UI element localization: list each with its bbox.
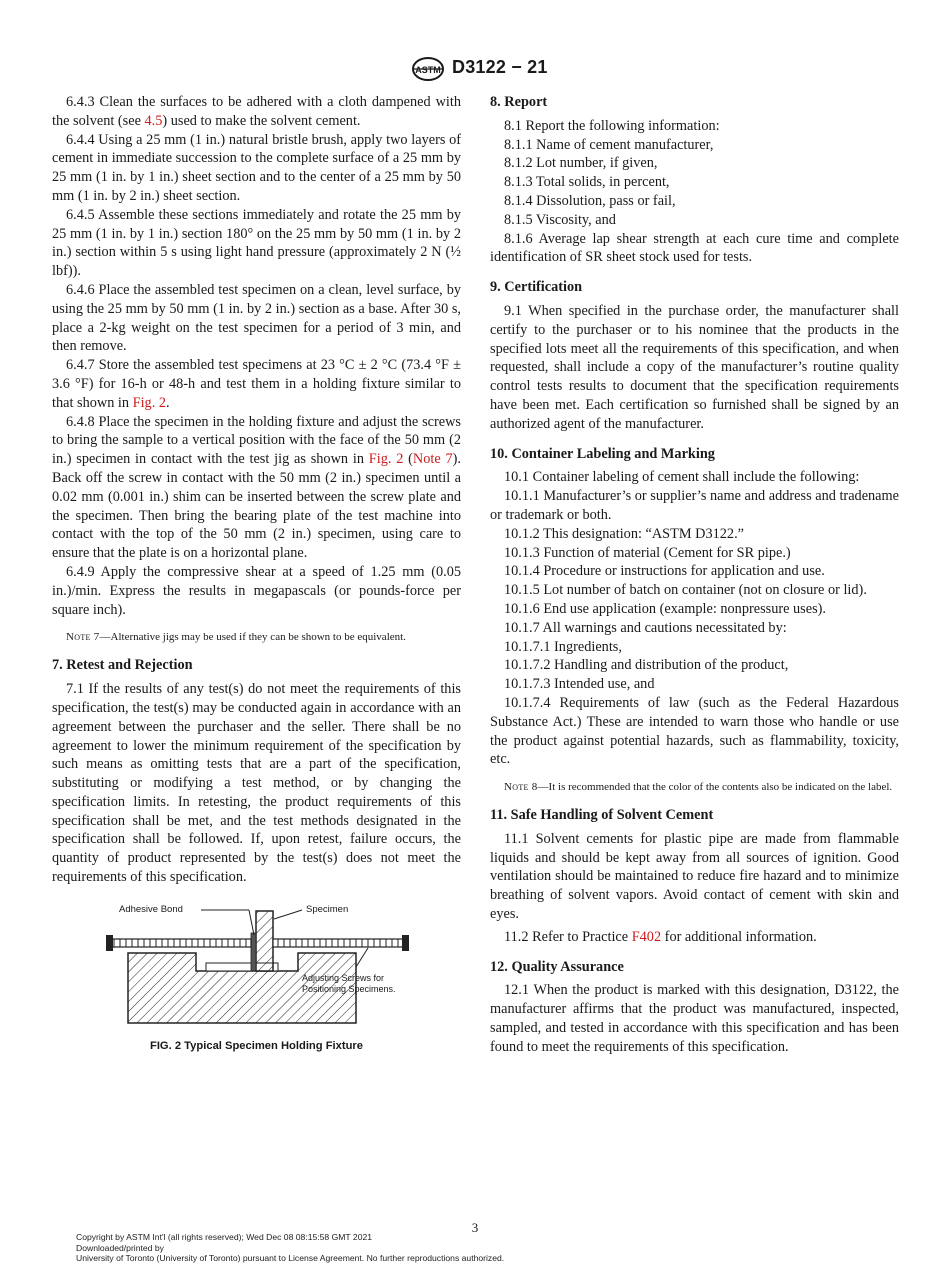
holding-fixture-diagram [106,905,416,1030]
astm-logo-text: ASTM [415,65,441,75]
paragraph-6-4-7: 6.4.7 Store the assembled test specimens at 23 °C ± 2 °C (73.4 °F ± 3.6 °F) for 16-h or 48-h and test them in a holding fixture similar to that shown in Fig. 2. [52,357,461,411]
paragraph-8-1-6: 8.1.6 Average lap shear strength at each cure time and complete identification of SR sheet stock used for tests. [490,230,899,266]
paragraph-10-1-1: 10.1.1 Manufacturer’s or supplier’s name and address and tradename or trademark or both. [490,488,899,523]
paragraph-9-1: 9.1 When specified in the purchase order, the manufacturer shall certify to the purchaser or to his nominee that the products in the specified lots meet all the requirements of this specification, and when requested, shall include a copy of the manufacturer’s routine quality control tests results to document that the specification requirements have been met. Each certification so furnished shall be signed by an authorized agent of the manufacturer. [490,302,899,432]
label-specimen: Specimen [306,904,349,915]
paragraph-10-1-6: 10.1.6 End use application (example: nonpressure uses). [504,600,826,617]
footer-line-3: University of Toronto (University of Toronto) pursuant to License Agreement. No further reproductions authorized. [76,1253,505,1263]
section-11-title: 11. Safe Handling of Solvent Cement [490,807,714,824]
paragraph-8-1-2: 8.1.2 Lot number, if given, [504,155,658,172]
section-7-title: 7. Retest and Rejection [52,657,193,674]
paragraph-6-4-8: 6.4.8 Place the specimen in the holding fixture and adjust the screws to bring the sample to a vertical position with the face of the 50 mm (2 in.) specimen in contact with the test jig as shown in Fig. 2 (Note 7). Back off the screw in contact with the 50 mm (2 in.) specimen until a 0.02 mm (0.001 in.) shim can be inserted between the screw plate and the specimen. Then bring the bearing plate of the test machine into contact with the top of the 50 mm (2 in.) specimen, using care to ensure that the plate is on a horizontal plane. [52,413,461,562]
figure-2 [52,905,461,1055]
note-8: Note 8—It is recommended that the color of the contents also be indicated on the label. [504,781,893,794]
paragraph-7-1: 7.1 If the results of any test(s) do not meet the requirements of this specification, the test(s) may be conducted again in accordance with an agreement between the purchaser and the seller. There shall be no agreement to lower the minimum requirement of the specification by such means as omitting tests that are a part of the specification, substituting or modifying a test method, or by changing the specification limits. In retesting, the product requirements of this specification shall be met, and the test methods designated in the specification shall be followed. If, upon retest, failure occurs, the quantity of product represented by the test(s) does not meet the requirements of this specification. [52,681,461,886]
page-header [0,56,950,82]
right-column [490,93,899,1057]
footer-line-1: Copyright by ASTM Int'l (all rights reserved); Wed Dec 08 08:15:58 GMT 2021 [76,1232,373,1242]
label-screws-line1: Adjusting Screws for [302,972,385,983]
paragraph-12-1: 12.1 When the product is marked with this designation, D3122, the manufacturer affirms that the product was manufactured, inspected, sampled, and tested in accordance with this specification and has been found to meet the requirements of this specification. [490,982,899,1055]
paragraph-10-1-5: 10.1.5 Lot number of batch on container (not on closure or lid). [504,582,867,599]
paragraph-6-4-9: 6.4.9 Apply the compressive shear at a speed of 1.25 mm (0.05 in.)/min. Express the results in megapascals (or pounds-force per square inch). [52,563,461,618]
section-10-title: 10. Container Labeling and Marking [490,445,715,462]
paragraph-8-1: 8.1 Report the following information: [504,117,720,134]
figure-caption: FIG. 2 Typical Specimen Holding Fixture [149,1039,363,1052]
paragraph-10-1-7: 10.1.7 All warnings and cautions necessitated by: [504,619,787,636]
page-number: 3 [471,1220,479,1235]
paragraph-10-1-7-3: 10.1.7.3 Intended use, and [504,676,655,693]
paragraph-8-1-4: 8.1.4 Dissolution, pass or fail, [504,192,676,209]
copyright-footer [76,1232,504,1264]
ref-4-5[interactable]: 4.5 [144,112,163,129]
section-9-title: 9. Certification [490,279,583,296]
right-screw-knob [402,935,409,951]
paragraph-6-4-4: 6.4.4 Using a 25 mm (1 in.) natural bristle brush, apply two layers of cement in immediate succession to the complete surface of a 25 mm by 25 mm (1 in. by 1 in.) sheet section and to the center of a 25 mm by 50 mm (1 in. by 2 in.) sheet section. [52,131,461,204]
label-screws-line2: Positioning Specimens. [302,983,396,994]
paragraph-8-1-5: 8.1.5 Viscosity, and [504,211,616,228]
paragraph-10-1-2: 10.1.2 This designation: “ASTM D3122.” [504,525,744,542]
paragraph-6-4-5: 6.4.5 Assemble these sections immediately and rotate the 25 mm by 25 mm (1 in. by 1 in.) section 180° on the 25 mm by 50 mm (1 in. by 2 in.) section within 5 s using light hand pressure (approximately 2 N (½ lbf)). [52,206,461,280]
right-screw-thread [278,939,398,947]
left-column [52,93,461,1055]
specimen-bar [256,911,273,971]
adhesive-bond [251,933,256,971]
paragraph-10-1-3: 10.1.3 Function of material (Cement for SR pipe.) [504,544,791,561]
leader-adhesive-drop [249,910,254,935]
section-8-title: 8. Report [490,94,548,110]
paragraph-11-1: 11.1 Solvent cements for plastic pipe are made from flammable liquids and should be kept away from all sources of ignition. Good ventilation should be maintained to reduce fire hazard and to minimize breathing of solvent vapors. Avoid contact of cement with skin and eyes. [490,830,899,923]
leader-screws [356,948,368,967]
paragraph-10-1-7-1: 10.1.7.1 Ingredients, [504,638,622,655]
paragraph-10-1-7-4: 10.1.7.4 Requirements of law (such as the Federal Hazardous Substance Act.) These are intended to warn those who handle or use the product against potential hazards, such as flammability, toxicity, etc. [490,694,899,768]
left-screw-knob [106,935,113,951]
paragraph-11-2: 11.2 Refer to Practice F402 for additional information. [504,928,817,945]
note-7: Note 7—Alternative jigs may be used if they can be shown to be equivalent. [66,631,406,644]
ref-fig-2[interactable]: Fig. 2 [368,451,404,468]
ref-fig-2[interactable]: Fig. 2 [132,394,166,411]
footer-line-2: Downloaded/printed by [76,1242,164,1253]
paragraph-6-4-3: 6.4.3 Clean the surfaces to be adhered with a cloth dampened with the solvent (see 4.5) used to make the solvent cement. [52,94,461,129]
ref-f402[interactable]: F402 [631,928,662,945]
document-id: D3122 − 21 [452,57,548,77]
paragraph-10-1: 10.1 Container labeling of cement shall include the following: [504,469,860,486]
leader-specimen [274,910,302,919]
paragraph-10-1-4: 10.1.4 Procedure or instructions for application and use. [504,563,825,580]
paragraph-8-1-3: 8.1.3 Total solids, in percent, [504,174,670,191]
astm-logo-icon [410,56,446,82]
paragraph-6-4-6: 6.4.6 Place the assembled test specimen on a clean, level surface, by using the 25 mm by 50 mm (1 in. by 2 in.) section as a base. After 30 s, place a 2-kg weight on the test specimen for a period of 3 min, and then remove. [52,281,461,355]
section-12-title: 12. Quality Assurance [490,958,624,975]
paragraph-10-1-7-2: 10.1.7.2 Handling and distribution of the product, [504,657,789,674]
label-adhesive-bond: Adhesive Bond [119,904,183,915]
ref-note-7[interactable]: Note 7 [412,451,453,468]
paragraph-8-1-1: 8.1.1 Name of cement manufacturer, [504,136,714,153]
